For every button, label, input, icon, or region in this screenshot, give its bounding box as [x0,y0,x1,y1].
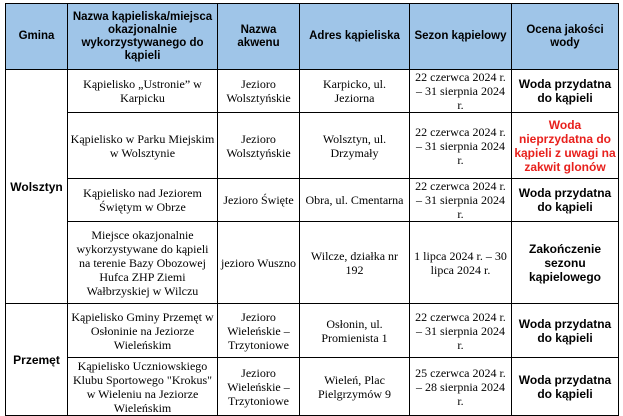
table-row [6,113,619,179]
table-row [6,70,619,113]
adres-cell: Osłonin, ul. Promienista 1 [300,304,410,358]
sezon-cell: 1 lipca 2024 r. – 30 lipca 2024 r. [410,222,512,304]
table-row [6,358,619,416]
nazwa-cell: Kąpielisko Gminy Przemęt w Osłoninie na Jeziorze Wieleńskim [68,304,218,358]
sezon-cell: 22 czerwca 2024 r. – 31 sierpnia 2024 r. [410,304,512,358]
nazwa-cell: Kąpielisko nad Jeziorem Świętym w Obrze [68,179,218,222]
akwen-cell: jezioro Wuszno [218,222,300,304]
adres-cell: Wilcze, działka nr 192 [300,222,410,304]
ocena-cell: Woda przydatna do kąpieli [512,304,619,358]
gmina-cell: Przemęt [6,304,68,416]
akwen-cell: Jezioro Wolsztyńskie [218,70,300,113]
header-sezon: Sezon kąpielowy [410,4,512,70]
nazwa-cell: Kąpielisko w Parku Miejskim w Wolsztynie [68,113,218,179]
sezon-cell: 25 czerwca 2024 r. – 28 sierpnia 2024 r. [410,358,512,416]
adres-cell: Wolsztyn, ul. Drzymały [300,113,410,179]
header-adres: Adres kąpieliska [300,4,410,70]
header-ocena: Ocena jakości wody [512,4,619,70]
adres-cell: Wieleń, Plac Pielgrzymów 9 [300,358,410,416]
adres-cell: Obra, ul. Cmentarna [300,179,410,222]
table-row [6,304,619,358]
ocena-cell: Woda przydatna do kąpieli [512,70,619,113]
gmina-cell: Wolsztyn [6,70,68,304]
nazwa-cell: Kąpielisko Uczniowskiego Klubu Sportowego "Krokus" w Wieleniu na Jeziorze Wieleńskim [68,358,218,416]
table-row [6,222,619,304]
ocena-cell: Woda przydatna do kąpieli [512,179,619,222]
ocena-cell: Woda przydatna do kąpieli [512,358,619,416]
table-header [6,4,619,70]
table-row [6,179,619,222]
table-body [6,70,619,416]
akwen-cell: Jezioro Wolsztyńskie [218,113,300,179]
ocena-cell: Woda nieprzydatna do kąpieli z uwagi na zakwit glonów [512,113,619,179]
header-gmina: Gmina [6,4,68,70]
header-nazwa: Nazwa kąpieliska/miejsca okazjonalnie wykorzystywanego do kąpieli [68,4,218,70]
ocena-cell: Zakończenie sezonu kąpielowego [512,222,619,304]
adres-cell: Karpicko, ul. Jeziorna [300,70,410,113]
header-akwen: Nazwa akwenu [218,4,300,70]
header-row [6,4,619,70]
akwen-cell: Jezioro Wieleńskie – Trzytoniowe [218,304,300,358]
sezon-cell: 22 czerwca 2024 r. – 31 sierpnia 2024 r. [410,70,512,113]
nazwa-cell: Miejsce okazjonalnie wykorzystywane do kąpieli na terenie Bazy Obozowej Hufca ZHP Ziemi Wałbrzyskiej w Wilczu [68,222,218,304]
water-quality-table [5,3,619,416]
akwen-cell: Jezioro Święte [218,179,300,222]
sezon-cell: 22 czerwca 2024 r. – 31 sierpnia 2024 r. [410,113,512,179]
akwen-cell: Jezioro Wieleńskie – Trzytoniowe [218,358,300,416]
nazwa-cell: Kąpielisko „Ustronie” w Karpicku [68,70,218,113]
sezon-cell: 22 czerwca 2024 r. – 31 sierpnia 2024 r. [410,179,512,222]
